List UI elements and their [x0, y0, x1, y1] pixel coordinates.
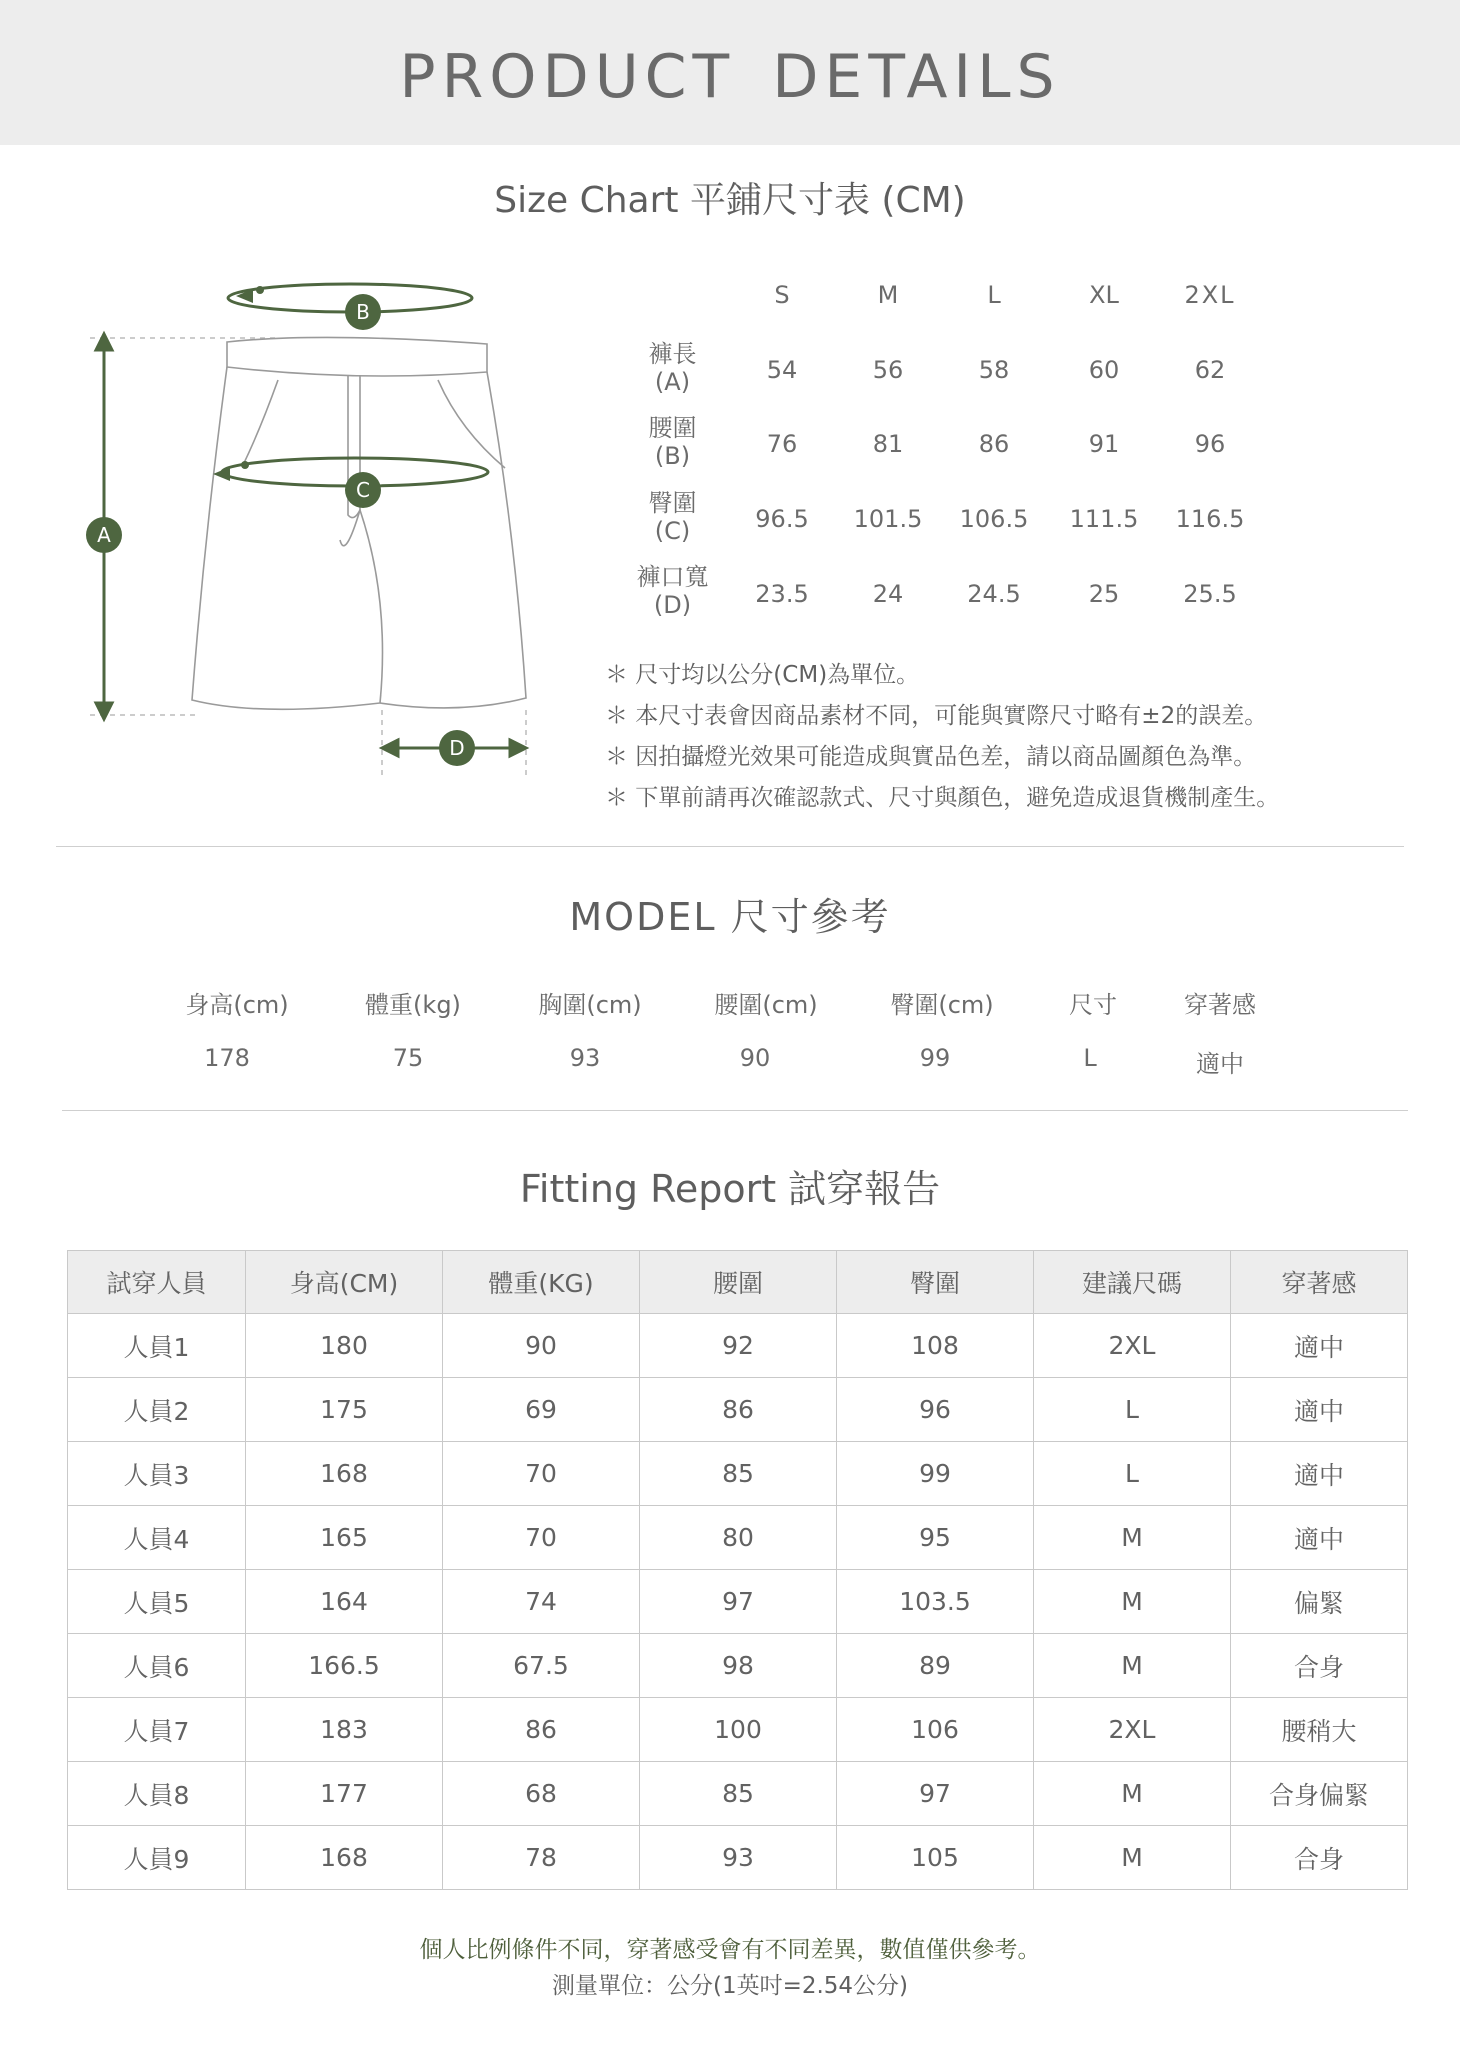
table-cell: 97: [837, 1762, 1034, 1826]
table-cell: 70: [443, 1506, 640, 1570]
table-cell: M: [1034, 1826, 1231, 1890]
table-cell: 2XL: [1034, 1314, 1231, 1378]
model-value: 90: [739, 1044, 771, 1072]
table-row: [68, 1506, 1408, 1570]
table-cell: L: [1034, 1442, 1231, 1506]
right-leg: [380, 372, 526, 708]
table-cell: 人員1: [68, 1314, 246, 1378]
table-cell: 90: [443, 1314, 640, 1378]
size-cell: 56: [872, 356, 904, 384]
table-cell: 168: [246, 1442, 443, 1506]
table-row: [68, 1378, 1408, 1442]
size-header: XL: [1089, 281, 1119, 309]
shorts-diagram: [60, 270, 560, 780]
model-header: 穿著感: [1184, 991, 1256, 1019]
table-row: [68, 1826, 1408, 1890]
table-cell: 108: [837, 1314, 1034, 1378]
size-note: ＊ 尺寸均以公分(CM)為單位。: [605, 662, 920, 688]
size-header: L: [987, 281, 1001, 309]
size-note: ＊ 下單前請再次確認款式、尺寸與顏色，避免造成退貨機制產生。: [605, 785, 1280, 811]
size-cell: 91: [1088, 430, 1120, 458]
table-cell: M: [1034, 1762, 1231, 1826]
table-cell: 67.5: [443, 1634, 640, 1698]
table-cell: M: [1034, 1634, 1231, 1698]
table-cell: 人員2: [68, 1378, 246, 1442]
table-row: [68, 1698, 1408, 1762]
model-header: 臀圍(cm): [890, 991, 994, 1019]
left-pocket: [243, 380, 278, 465]
table-cell: 92: [640, 1314, 837, 1378]
column-header: 試穿人員: [68, 1251, 246, 1314]
table-cell: 人員7: [68, 1698, 246, 1762]
size-note: ＊ 因拍攝燈光效果可能造成與實品色差，請以商品圖顏色為準。: [605, 744, 1257, 770]
table-cell: 人員8: [68, 1762, 246, 1826]
model-value: 178: [204, 1044, 250, 1072]
column-header: 身高(CM): [246, 1251, 443, 1314]
table-cell: 180: [246, 1314, 443, 1378]
size-cell: 25.5: [1183, 580, 1237, 608]
table-cell: 103.5: [837, 1570, 1034, 1634]
column-header: 建議尺碼: [1034, 1251, 1231, 1314]
size-cell: 62: [1194, 356, 1226, 384]
table-cell: 183: [246, 1698, 443, 1762]
table-cell: 70: [443, 1442, 640, 1506]
table-cell: 適中: [1231, 1378, 1408, 1442]
table-cell: 適中: [1231, 1442, 1408, 1506]
table-cell: 人員6: [68, 1634, 246, 1698]
model-header: 尺寸: [1069, 991, 1117, 1019]
table-row: [68, 1634, 1408, 1698]
marker-a-label: A: [97, 523, 111, 547]
size-note: ＊ 本尺寸表會因商品素材不同，可能與實際尺寸略有±2的誤差。: [605, 703, 1268, 729]
size-cell: 111.5: [1069, 505, 1139, 533]
waistband: [227, 337, 487, 376]
section-divider: [62, 1110, 1408, 1111]
table-cell: 177: [246, 1762, 443, 1826]
table-cell: 人員3: [68, 1442, 246, 1506]
section-divider: [56, 846, 1404, 847]
size-cell: 106.5: [959, 505, 1029, 533]
model-header: 身高(cm): [185, 991, 289, 1019]
table-row: [68, 1442, 1408, 1506]
table-cell: 105: [837, 1826, 1034, 1890]
size-cell: 96.5: [755, 505, 809, 533]
table-cell: 100: [640, 1698, 837, 1762]
shorts-outline: [192, 337, 526, 709]
fitting-title: Fitting Report 試穿報告: [519, 1167, 941, 1211]
table-cell: 適中: [1231, 1506, 1408, 1570]
table-cell: M: [1034, 1570, 1231, 1634]
size-row-label: 腰圍 (B): [648, 414, 697, 470]
table-cell: 人員4: [68, 1506, 246, 1570]
size-header: 2XL: [1184, 281, 1236, 309]
model-header: 體重(kg): [365, 991, 461, 1019]
table-cell: 85: [640, 1442, 837, 1506]
table-cell: 166.5: [246, 1634, 443, 1698]
footer-unit-note: 測量單位：公分(1英吋=2.54公分): [551, 1973, 909, 1999]
model-value: 93: [569, 1044, 601, 1072]
size-row-label: 褲長 (A): [648, 340, 697, 396]
model-value: 適中: [1196, 1050, 1244, 1078]
model-header: 胸圍(cm): [538, 991, 642, 1019]
table-cell: 98: [640, 1634, 837, 1698]
table-cell: M: [1034, 1506, 1231, 1570]
size-chart-title: Size Chart 平鋪尺寸表 (CM): [494, 180, 966, 221]
table-cell: 適中: [1231, 1314, 1408, 1378]
table-cell: 96: [837, 1378, 1034, 1442]
table-cell: 165: [246, 1506, 443, 1570]
table-row: [68, 1762, 1408, 1826]
table-cell: 89: [837, 1634, 1034, 1698]
size-cell: 60: [1088, 356, 1120, 384]
size-cell: 24.5: [967, 580, 1021, 608]
model-title: MODEL 尺寸參考: [569, 895, 891, 939]
size-cell: 96: [1194, 430, 1226, 458]
size-cell: 81: [872, 430, 904, 458]
size-cell: 86: [978, 430, 1010, 458]
size-cell: 54: [766, 356, 798, 384]
table-cell: 99: [837, 1442, 1034, 1506]
table-cell: L: [1034, 1378, 1231, 1442]
table-row: [68, 1570, 1408, 1634]
measure-c-arrowhead: [213, 467, 230, 481]
model-header: 腰圍(cm): [714, 991, 818, 1019]
table-cell: 86: [443, 1698, 640, 1762]
size-cell: 23.5: [755, 580, 809, 608]
fitting-table: [67, 1250, 1408, 1890]
table-cell: 合身偏緊: [1231, 1762, 1408, 1826]
table-cell: 合身: [1231, 1634, 1408, 1698]
size-cell: 116.5: [1175, 505, 1245, 533]
marker-b-label: B: [356, 300, 370, 324]
size-row-label: 褲口寬 (D): [636, 563, 709, 619]
size-row-label: 臀圍 (C): [648, 489, 697, 545]
table-cell: 175: [246, 1378, 443, 1442]
table-cell: 合身: [1231, 1826, 1408, 1890]
size-cell: 101.5: [853, 505, 923, 533]
marker-c-label: C: [356, 478, 370, 502]
table-cell: 偏緊: [1231, 1570, 1408, 1634]
table-cell: 86: [640, 1378, 837, 1442]
table-cell: 人員5: [68, 1570, 246, 1634]
table-cell: 93: [640, 1826, 837, 1890]
table-row: [68, 1314, 1408, 1378]
table-cell: 106: [837, 1698, 1034, 1762]
header-banner: [0, 0, 1460, 145]
size-cell: 25: [1088, 580, 1120, 608]
model-value: L: [1083, 1044, 1097, 1072]
table-cell: 腰稍大: [1231, 1698, 1408, 1762]
column-header: 體重(KG): [443, 1251, 640, 1314]
table-cell: 95: [837, 1506, 1034, 1570]
table-cell: 78: [443, 1826, 640, 1890]
column-header: 臀圍: [837, 1251, 1034, 1314]
size-header: S: [774, 281, 790, 309]
table-cell: 168: [246, 1826, 443, 1890]
size-cell: 58: [978, 356, 1010, 384]
column-header: 腰圍: [640, 1251, 837, 1314]
size-cell: 76: [766, 430, 798, 458]
table-cell: 68: [443, 1762, 640, 1826]
footer-disclaimer: 個人比例條件不同，穿著感受會有不同差異，數值僅供參考。: [419, 1937, 1041, 1963]
table-header-row: [68, 1251, 1408, 1314]
page-title: PRODUCT DETAILS: [399, 42, 1061, 112]
table-cell: 69: [443, 1378, 640, 1442]
model-value: 99: [919, 1044, 951, 1072]
model-value: 75: [392, 1044, 424, 1072]
size-header: M: [877, 281, 899, 309]
table-cell: 164: [246, 1570, 443, 1634]
table-cell: 85: [640, 1762, 837, 1826]
table-cell: 74: [443, 1570, 640, 1634]
left-leg: [192, 367, 383, 709]
column-header: 穿著感: [1231, 1251, 1408, 1314]
marker-d-label: D: [449, 736, 465, 760]
table-cell: 80: [640, 1506, 837, 1570]
table-cell: 97: [640, 1570, 837, 1634]
size-cell: 24: [872, 580, 904, 608]
table-cell: 人員9: [68, 1826, 246, 1890]
table-cell: 2XL: [1034, 1698, 1231, 1762]
